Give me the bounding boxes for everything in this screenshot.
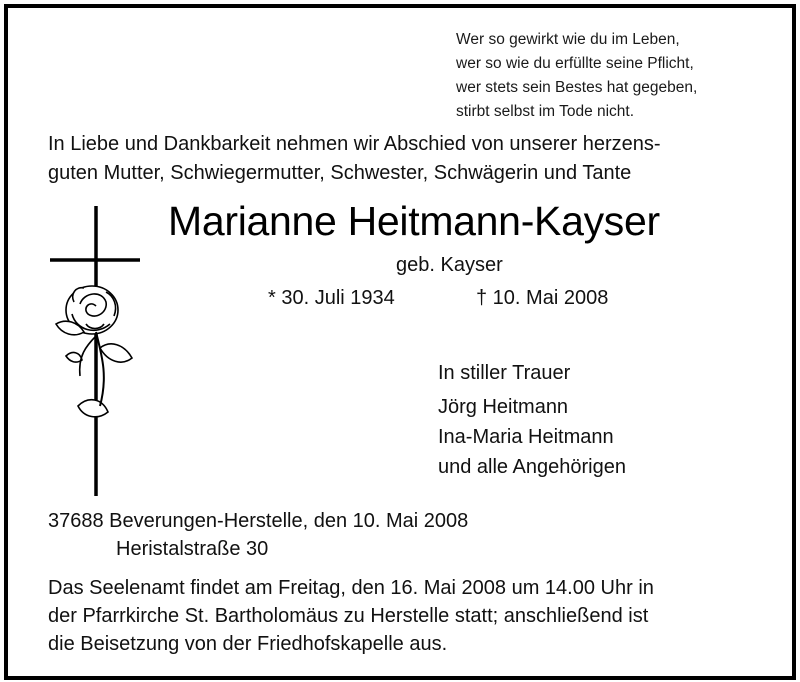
- service-line: der Pfarrkirche St. Bartholomäus zu Herstelle statt; anschließend ist: [48, 605, 649, 627]
- poem-line: stirbt selbst im Tode nicht.: [456, 103, 635, 120]
- mourners-title: In stiller Trauer: [438, 362, 571, 384]
- mourners-block: [438, 358, 626, 482]
- poem-line: wer stets sein Bestes hat gegeben,: [456, 79, 698, 96]
- intro-text: [48, 130, 661, 188]
- birth-date: * 30. Juli 1934: [268, 287, 395, 309]
- poem-line: wer so wie du erfüllte seine Pflicht,: [456, 55, 694, 72]
- intro-line: In Liebe und Dankbarkeit nehmen wir Abschied von unserer herzens-: [48, 133, 661, 155]
- maiden-name: geb. Kayser: [396, 254, 503, 276]
- service-line: die Beisetzung von der Friedhofskapelle aus.: [48, 633, 448, 655]
- deceased-name: Marianne Heitmann-Kayser: [168, 198, 660, 244]
- place-date: 37688 Beverungen-Herstelle, den 10. Mai 2008: [48, 510, 469, 532]
- service-notice: [48, 574, 654, 658]
- mourner-name: Jörg Heitmann: [438, 396, 569, 418]
- mourner-name: und alle Angehörigen: [438, 456, 626, 478]
- poem: [456, 28, 697, 124]
- poem-line: Wer so gewirkt wie du im Leben,: [456, 31, 680, 48]
- intro-line: guten Mutter, Schwiegermutter, Schwester, Schwägerin und Tante: [48, 162, 632, 184]
- street-address: Heristalstraße 30: [116, 538, 269, 560]
- cross-with-rose-icon: [50, 206, 150, 498]
- death-date: † 10. Mai 2008: [476, 287, 609, 309]
- service-line: Das Seelenamt findet am Freitag, den 16. Mai 2008 um 14.00 Uhr in: [48, 577, 654, 599]
- mourner-name: Ina-Maria Heitmann: [438, 426, 614, 448]
